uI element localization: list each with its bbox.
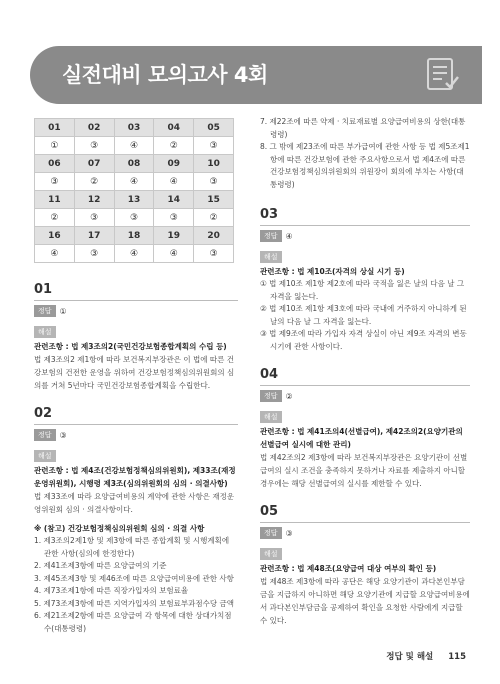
page-footer [386, 650, 466, 662]
list-item: 2. 제41조제3항에 따른 요양급여의 기준 [34, 561, 167, 570]
answer-cell: ① [35, 137, 75, 155]
answer-row [260, 230, 470, 242]
explanation-list [260, 278, 470, 353]
continued-list [260, 116, 470, 191]
explanation-body: 법 제42조의2 제3항에 따라 보건복지부장관은 요양기관이 선별급여의 실시 조건을 충족하지 못하거나 자료를 제출하지 아니할 경우에는 해당 선별급여의 실시를 제한할 수 있다. [260, 453, 468, 488]
question-number: 13 [114, 191, 154, 209]
answer-label: 정답 [260, 390, 282, 402]
section-02 [34, 406, 238, 635]
list-item: 8. 그 밖에 제23조에 따른 부가급여에 관한 사항 등 법 제5조제1항에 따른 건강보험에 관한 주요사항으로서 법 제4조에 따른 건강보험정책심의위원회의 위원장이 회의에 부치는 사항(대통령령) [260, 142, 470, 189]
question-number: 16 [35, 227, 75, 245]
answer-cell: ③ [154, 209, 194, 227]
question-number: 15 [194, 191, 234, 209]
list-item: ① 법 제10조 제1항 제2호에 따라 국적을 잃은 날의 다음 날 그 자격을 잃는다. [260, 279, 465, 301]
list-item: 4. 제73조제1항에 따른 직장가입자의 보험료율 [34, 586, 189, 595]
answer-cell: ④ [35, 245, 75, 263]
question-number-row [35, 227, 234, 245]
answer-cell: ④ [114, 137, 154, 155]
related-law: 관련조항 : 법 제48조(요양급여 대상 여부의 확인 등) [260, 564, 437, 573]
question-number-row [35, 155, 234, 173]
answer-row [35, 137, 234, 155]
explanation-label: 해설 [260, 411, 282, 423]
question-number: 04 [154, 119, 194, 137]
left-column [34, 282, 238, 649]
section-number: 02 [34, 406, 238, 425]
answer-value: ① [59, 306, 67, 316]
list-item: 7. 제22조에 따른 약제 · 치료재료별 요양급여비용의 상한(대통령령) [260, 117, 466, 139]
list-item: 5. 제73조제3항에 따른 지역가입자의 보험료부과점수당 금액 [34, 598, 235, 608]
section-number: 03 [260, 207, 470, 226]
question-number: 10 [194, 155, 234, 173]
list-item: ③ 법 제9조에 따라 가입자 자격 상실이 아닌 제9조 자격의 변동 시기에 관한 사항이다. [260, 329, 467, 351]
answer-row [35, 209, 234, 227]
question-number: 18 [114, 227, 154, 245]
question-number: 07 [74, 155, 114, 173]
footer-section: 정답 및 해설 [386, 652, 434, 662]
section-05 [260, 504, 470, 627]
answer-value: ② [285, 391, 293, 401]
answer-value: ③ [59, 430, 67, 440]
answer-cell: ④ [154, 245, 194, 263]
question-number: 02 [74, 119, 114, 137]
question-number: 11 [35, 191, 75, 209]
answer-row [260, 390, 470, 402]
question-number: 01 [35, 119, 75, 137]
question-number: 05 [194, 119, 234, 137]
answer-row [34, 305, 238, 317]
question-number: 08 [114, 155, 154, 173]
list-item: 6. 제21조제2항에 따른 요양급여 각 항목에 대한 상대가치점수(대통령령) [34, 611, 232, 633]
answer-cell: ③ [194, 173, 234, 191]
question-number: 03 [114, 119, 154, 137]
answer-row [260, 527, 470, 539]
page-title: 실전대비 모의고사 4회 [62, 63, 268, 87]
answer-cell: ③ [74, 209, 114, 227]
answer-row [35, 173, 234, 191]
answer-cell: ③ [194, 137, 234, 155]
answer-cell: ③ [194, 245, 234, 263]
note-list [34, 535, 238, 635]
question-number-row [35, 191, 234, 209]
list-item: ② 법 제10조 제1항 제3호에 따라 국내에 거주하지 아니하게 된 날의 다음 날 그 자격을 잃는다. [260, 304, 467, 326]
answer-cell: ② [35, 209, 75, 227]
answer-cell: ③ [74, 245, 114, 263]
explanation-label: 해설 [260, 548, 282, 560]
answer-table [34, 118, 234, 263]
checklist-icon [424, 55, 462, 95]
answer-value: ③ [285, 528, 293, 538]
related-law: 관련조항 : 법 제10조(자격의 상실 시기 등) [260, 267, 405, 276]
explanation-label: 해설 [34, 326, 56, 338]
explanation-label: 해설 [34, 450, 56, 462]
answer-value: ④ [285, 231, 293, 241]
section-number: 05 [260, 504, 470, 523]
section-03 [260, 207, 470, 353]
question-number: 09 [154, 155, 194, 173]
answer-row [34, 429, 238, 441]
question-number-row [35, 119, 234, 137]
title-banner [30, 46, 482, 104]
right-column [260, 116, 470, 641]
question-number: 14 [154, 191, 194, 209]
question-number: 17 [74, 227, 114, 245]
section-number: 01 [34, 282, 238, 301]
list-item: 3. 제45조제3항 및 제46조에 따른 요양급여비용에 관한 사항 [34, 573, 234, 583]
list-item: 1. 제3조의2제1항 및 제3항에 따른 종합계획 및 시행계획에 관한 사항(심의에 한정한다) [34, 536, 230, 558]
answer-cell: ② [194, 209, 234, 227]
question-number: 19 [154, 227, 194, 245]
related-law: 관련조항 : 법 제41조의4(선별급여), 제42조의2(요양기관의 선별급여 실시에 대한 관리) [260, 427, 463, 449]
answer-cell: ② [74, 173, 114, 191]
answer-cell: ③ [74, 137, 114, 155]
answer-row [35, 245, 234, 263]
answer-cell: ④ [154, 173, 194, 191]
section-01 [34, 282, 238, 392]
related-law: 관련조항 : 법 제4조(건강보험정책심의위원회), 제33조(재정운영위원회), 시행령 제3조(심의위원회의 심의 · 의결사항) [34, 466, 236, 488]
explanation-body: 법 제3조의2 제1항에 따라 보건복지부장관은 이 법에 따른 건강보험의 건전한 운영을 위하여 건강보험정책심의위원회의 심의를 거쳐 5년마다 국민건강보험종합계획을 수립한다. [34, 355, 235, 390]
answer-label: 정답 [34, 305, 56, 317]
question-number: 06 [35, 155, 75, 173]
explanation-body: 법 제33조에 따라 요양급여비용의 계약에 관한 사항은 재정운영위원회 심의 · 의결사항이다. [34, 492, 235, 514]
explanation-body: 법 제48조 제3항에 따라 공단은 해당 요양기관이 과다본인부담금을 지급하지 아니하면 해당 요양기관에 지급할 요양급여비용에서 과다본인부담금을 공제하여 확인을 요청한 사람에게 지급할 수 있다. [260, 577, 470, 625]
section-number: 04 [260, 367, 470, 386]
answer-label: 정답 [260, 527, 282, 539]
related-law: 관련조항 : 법 제3조의2(국민건강보험종합계획의 수립 등) [34, 342, 227, 351]
answer-cell: ④ [114, 245, 154, 263]
answer-cell: ② [154, 137, 194, 155]
page-number: 115 [448, 652, 466, 662]
question-number: 12 [74, 191, 114, 209]
explanation-label: 해설 [260, 251, 282, 263]
answer-cell: ③ [114, 209, 154, 227]
answer-cell: ③ [35, 173, 75, 191]
answer-label: 정답 [34, 429, 56, 441]
answer-cell: ④ [114, 173, 154, 191]
question-number: 20 [194, 227, 234, 245]
section-04 [260, 367, 470, 490]
note-title: ※ (참고) 건강보험정책심의위원회 심의 · 의결 사항 [34, 524, 205, 533]
answer-label: 정답 [260, 230, 282, 242]
